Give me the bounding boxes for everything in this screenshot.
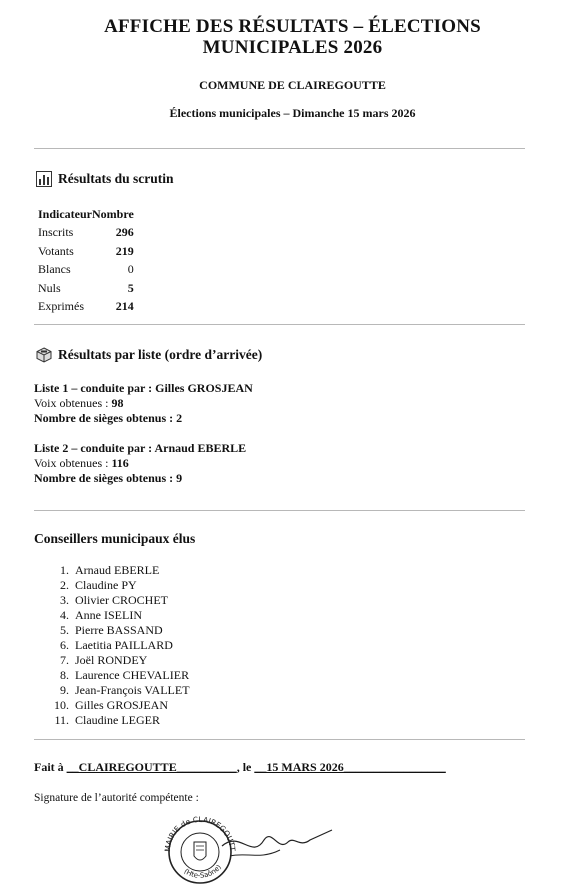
row-label: Blancs (38, 262, 71, 277)
list-item: 7. Joël RONDEY (72, 653, 190, 668)
row-value: 219 (115, 243, 134, 258)
fait-a-label: Fait à (34, 760, 67, 774)
liste-sieges: Nombre de sièges obtenus : 2 (34, 411, 183, 425)
list-item: 3. Olivier CROCHET (72, 593, 190, 608)
row-label: Inscrits (38, 225, 74, 240)
list-item: 4. Anne ISELIN (72, 608, 190, 623)
list-item: 5. Pierre BASSAND (72, 623, 190, 638)
list-item: 6. Laetitia PAILLARD (72, 638, 190, 653)
section-scrutin-title (36, 171, 174, 187)
list-item: 2. Claudine PY (72, 578, 190, 593)
row-value: 214 (115, 299, 134, 314)
section-elus-title: Conseillers municipaux élus (34, 531, 196, 546)
row-label: Votants (38, 243, 74, 258)
liste-head: Liste 1 – conduite par : Gilles GROSJEAN (34, 381, 253, 395)
ballot-box-icon (36, 347, 52, 363)
commune-name: COMMUNE DE CLAIREGOUTTE (199, 78, 386, 92)
liste-voix: Voix obtenues : 98 (34, 396, 124, 410)
signature-label: Signature de l’autorité compétente : (34, 792, 199, 804)
fait-a-line (34, 760, 446, 775)
row-value: 296 (115, 225, 134, 240)
divider (34, 739, 525, 740)
divider (34, 510, 525, 511)
bar-chart-icon (36, 171, 52, 187)
table-row (38, 261, 134, 280)
table-header-row (38, 205, 134, 224)
election-subtitle: Élections municipales – Dimanche 15 mars 2026 (169, 106, 416, 120)
section-scrutin-label: Résultats du scrutin (58, 171, 174, 186)
col-nombre: Nombre (92, 206, 134, 221)
svg-text:(Hte-Saône): (Hte-Saône) (182, 863, 224, 880)
svg-text:MAIRIE de CLAIREGOUTTE: MAIRIE de CLAIREGOUTT (162, 814, 238, 853)
list-item: 11. Claudine LEGER (72, 713, 190, 728)
col-indicateur: Indicateur (38, 206, 92, 221)
row-label: Nuls (38, 280, 61, 295)
scrutin-table (38, 205, 134, 316)
title-line-2: MUNICIPALES 2026 (202, 37, 383, 58)
page-title (0, 16, 585, 58)
lieu-value: __CLAIREGOUTTE__________ (66, 760, 237, 774)
row-value: 5 (127, 280, 134, 295)
table-row (38, 298, 134, 317)
elus-list (50, 563, 190, 728)
section-listes-title (36, 347, 262, 363)
date-value: __15 MARS 2026_________________ (254, 760, 446, 774)
divider (34, 324, 525, 325)
liste-sieges: Nombre de sièges obtenus : 9 (34, 471, 183, 485)
divider (34, 148, 525, 149)
list-item: 10. Gilles GROSJEAN (72, 698, 190, 713)
liste-head: Liste 2 – conduite par : Arnaud EBERLE (34, 441, 247, 455)
mairie-stamp-and-signature (160, 812, 340, 889)
section-listes-label: Résultats par liste (ordre d’arrivée) (58, 347, 263, 362)
list-item: 1. Arnaud EBERLE (72, 563, 190, 578)
table-row (38, 279, 134, 298)
list-item: 8. Laurence CHEVALIER (72, 668, 190, 683)
le-label: , le (236, 760, 255, 774)
title-line-1: AFFICHE DES RÉSULTATS – ÉLECTIONS (104, 16, 481, 37)
list-item: 9. Jean-François VALLET (72, 683, 190, 698)
liste-2 (34, 441, 246, 486)
row-value: 0 (127, 262, 134, 277)
row-label: Exprimés (38, 299, 84, 314)
table-row (38, 242, 134, 261)
table-row (38, 224, 134, 243)
liste-voix: Voix obtenues : 116 (34, 456, 129, 470)
liste-1 (34, 381, 253, 426)
